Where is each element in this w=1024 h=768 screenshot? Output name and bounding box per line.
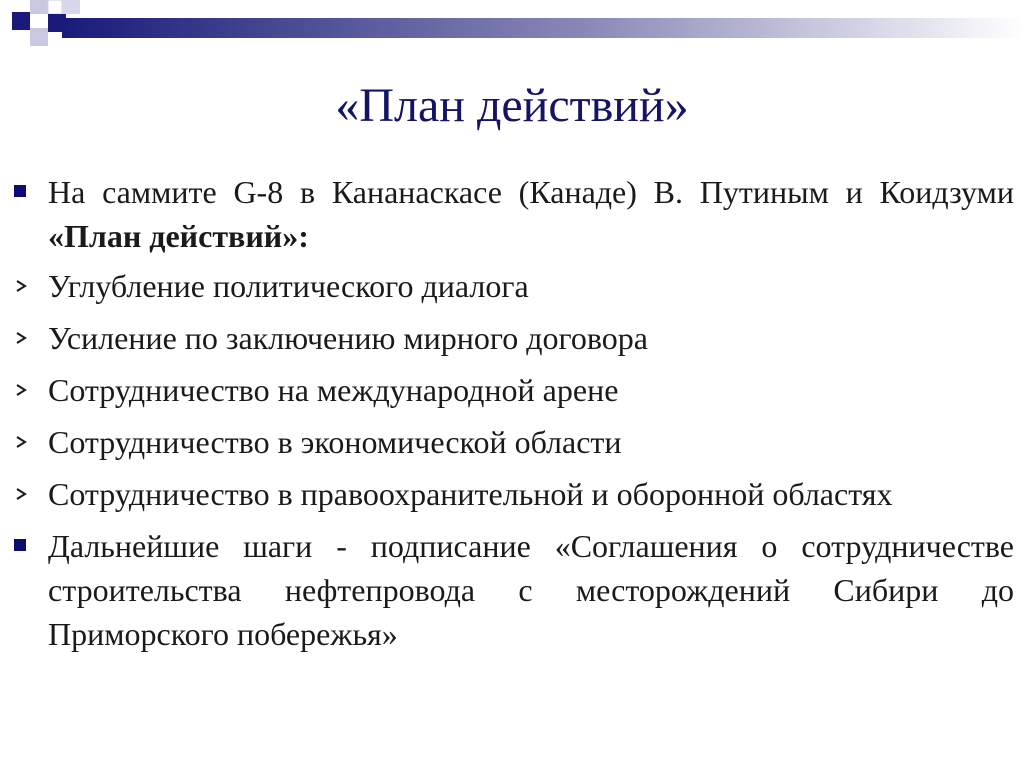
square-bullet-icon: [14, 170, 48, 214]
arrow-bullet-icon: [14, 472, 48, 516]
arrow-bullet-icon: [14, 420, 48, 464]
header-decoration: [0, 0, 1024, 50]
arrow-bullet-icon: [14, 264, 48, 308]
header-square: [30, 0, 48, 14]
list-item: [14, 368, 1014, 412]
list-item-text: Дальнейшие шаги - подписание «Соглашения о сотрудничестве строительства нефтепровода с месторождений Сибири до Приморского побережья»: [48, 528, 1014, 652]
bullet-list: [14, 170, 1014, 662]
list-item: [14, 264, 1014, 308]
list-item-text: Сотрудничество в экономической области: [48, 424, 622, 460]
header-square: [62, 0, 80, 14]
list-item: [14, 170, 1014, 258]
list-item: [14, 472, 1014, 516]
arrow-bullet-icon: [14, 368, 48, 412]
square-bullet-icon: [14, 524, 48, 568]
list-item-bold-text: «План действий»:: [48, 218, 309, 254]
list-item: [14, 524, 1014, 656]
slide-title: «План действий»: [335, 79, 689, 132]
list-item: [14, 316, 1014, 360]
header-gradient-band: [62, 18, 1024, 38]
list-item-text: Углубление политического диалога: [48, 268, 529, 304]
list-item-text: Сотрудничество на международной арене: [48, 372, 619, 408]
list-item: [14, 420, 1014, 464]
header-square: [30, 28, 48, 46]
list-item-text: Сотрудничество в правоохранительной и оборонной областях: [48, 476, 893, 512]
list-item-text: Усиление по заключению мирного договора: [48, 320, 648, 356]
header-square: [48, 14, 66, 32]
header-square: [48, 0, 62, 14]
header-square: [12, 12, 30, 30]
list-item-text: На саммите G-8 в Кананаскасе (Канаде) В. Путиным и Коидзуми «План действий»:: [48, 174, 1014, 254]
arrow-bullet-icon: [14, 316, 48, 360]
